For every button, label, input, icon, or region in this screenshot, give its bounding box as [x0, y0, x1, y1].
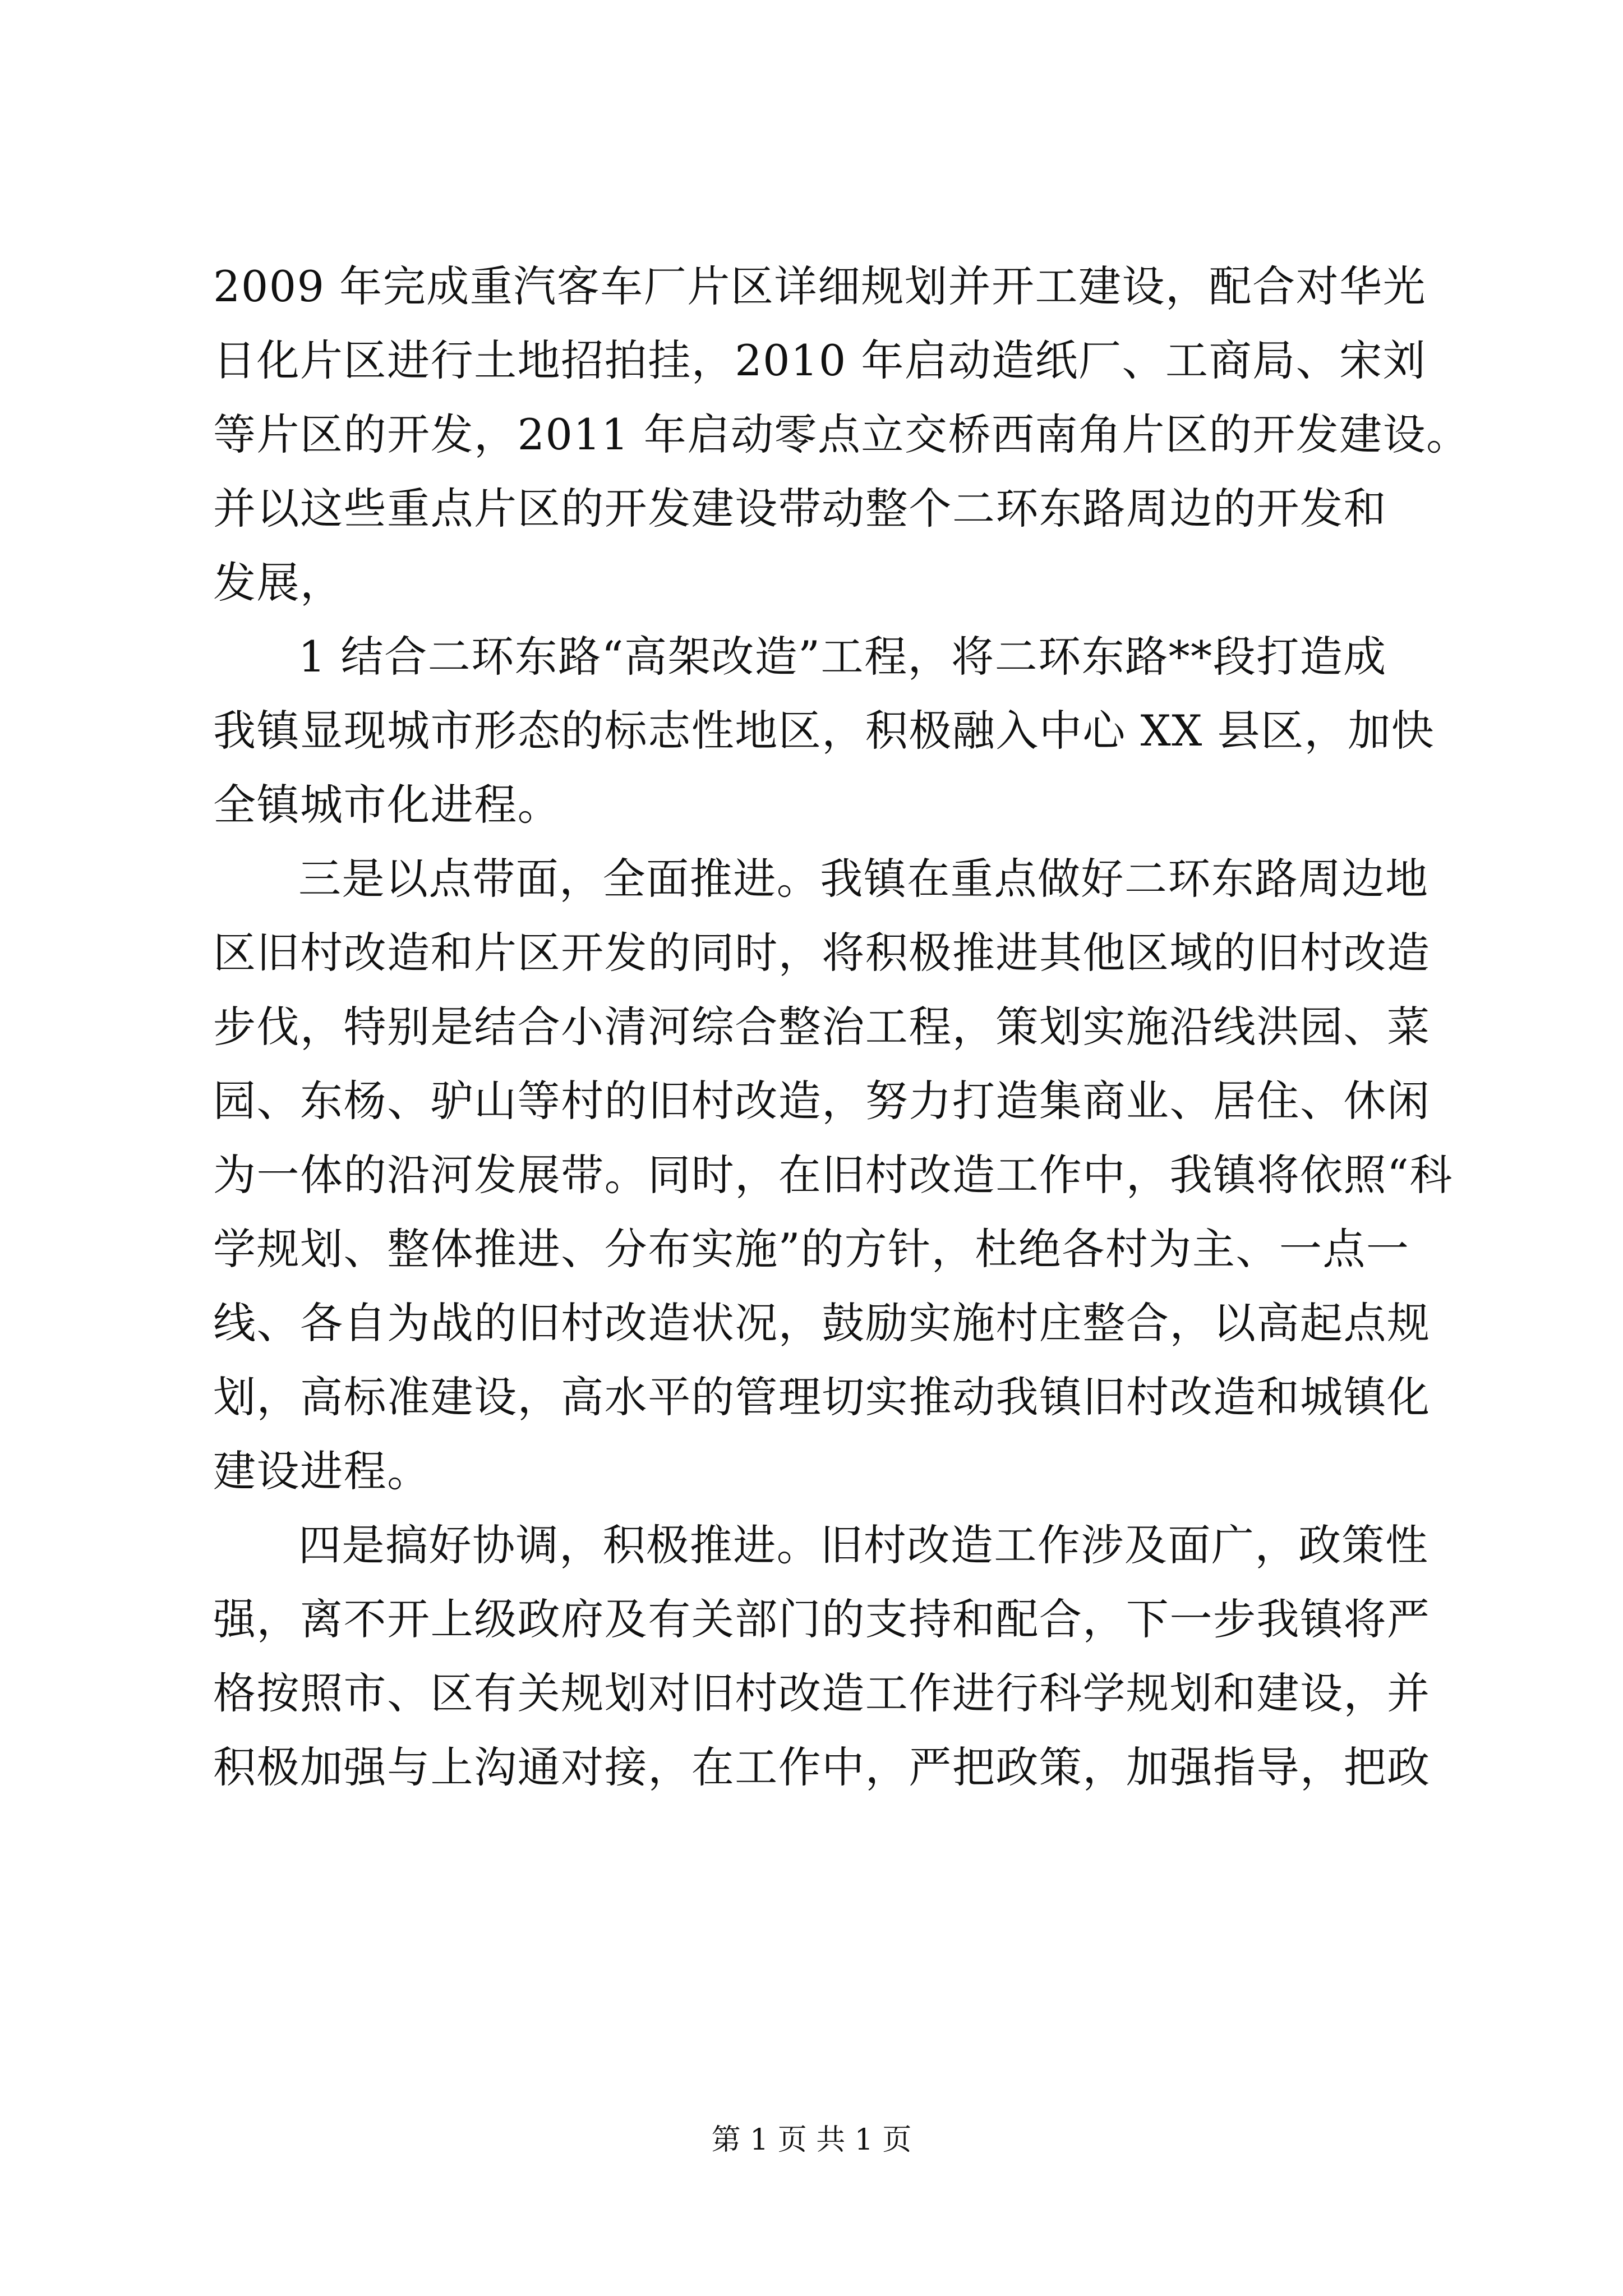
text-line: 园、东杨、驴山等村的旧村改造，努力打造集商业、居住、休闲	[213, 1076, 1431, 1126]
text-line: 强，离不开上级政府及有关部门的支持和配合，下一步我镇将严	[213, 1594, 1431, 1644]
text-line: 格按照市、区有关规划对旧村改造工作进行科学规划和建设，并	[213, 1668, 1431, 1718]
text-line: 日化片区进行土地招拍挂，2010 年启动造纸厂、工商局、宋刘	[213, 335, 1427, 385]
text-line: 2009 年完成重汽客车厂片区详细规划并开工建设，配合对华光	[213, 261, 1427, 311]
page-footer: 第 1 页 共 1 页	[711, 2123, 912, 2157]
text-line: 发展，	[213, 558, 344, 608]
text-line: 步伐，特别是结合小清河综合整治工程，策划实施沿线洪园、菜	[213, 1002, 1431, 1052]
text-line: 等片区的开发，2011 年启动零点立交桥西南角片区的开发建设。	[213, 409, 1470, 459]
text-line: 积极加强与上沟通对接，在工作中，严把政策，加强指导，把政	[213, 1742, 1431, 1792]
text-line: 区旧村改造和片区开发的同时，将积极推进其他区域的旧村改造	[213, 928, 1431, 978]
text-line: 并以这些重点片区的开发建设带动整个二环东路周边的开发和	[213, 484, 1387, 533]
text-line: 我镇显现城市形态的标志性地区，积极融入中心 XX 县区，加快	[213, 706, 1435, 756]
text-line: 建设进程。	[213, 1446, 431, 1496]
paragraph-first-line: 四是搞好协调，积极推进。旧村改造工作涉及面广，政策性	[298, 1520, 1429, 1570]
text-line: 全镇城市化进程。	[213, 780, 561, 830]
text-line: 为一体的沿河发展带。同时，在旧村改造工作中，我镇将依照“科	[213, 1150, 1453, 1200]
text-line: 划，高标准建设，高水平的管理切实推动我镇旧村改造和城镇化	[213, 1372, 1431, 1422]
paragraph-first-line: 三是以点带面，全面推进。我镇在重点做好二环东路周边地	[298, 854, 1429, 904]
text-line: 学规划、整体推进、分布实施”的方针，杜绝各村为主、一点一	[213, 1224, 1410, 1274]
document-body	[213, 250, 1470, 1805]
paragraph-first-line: 1 结合二环东路“高架改造”工程，将二环东路**段打造成	[298, 632, 1387, 682]
text-line: 线、各自为战的旧村改造状况，鼓励实施村庄整合，以高起点规	[213, 1298, 1431, 1348]
